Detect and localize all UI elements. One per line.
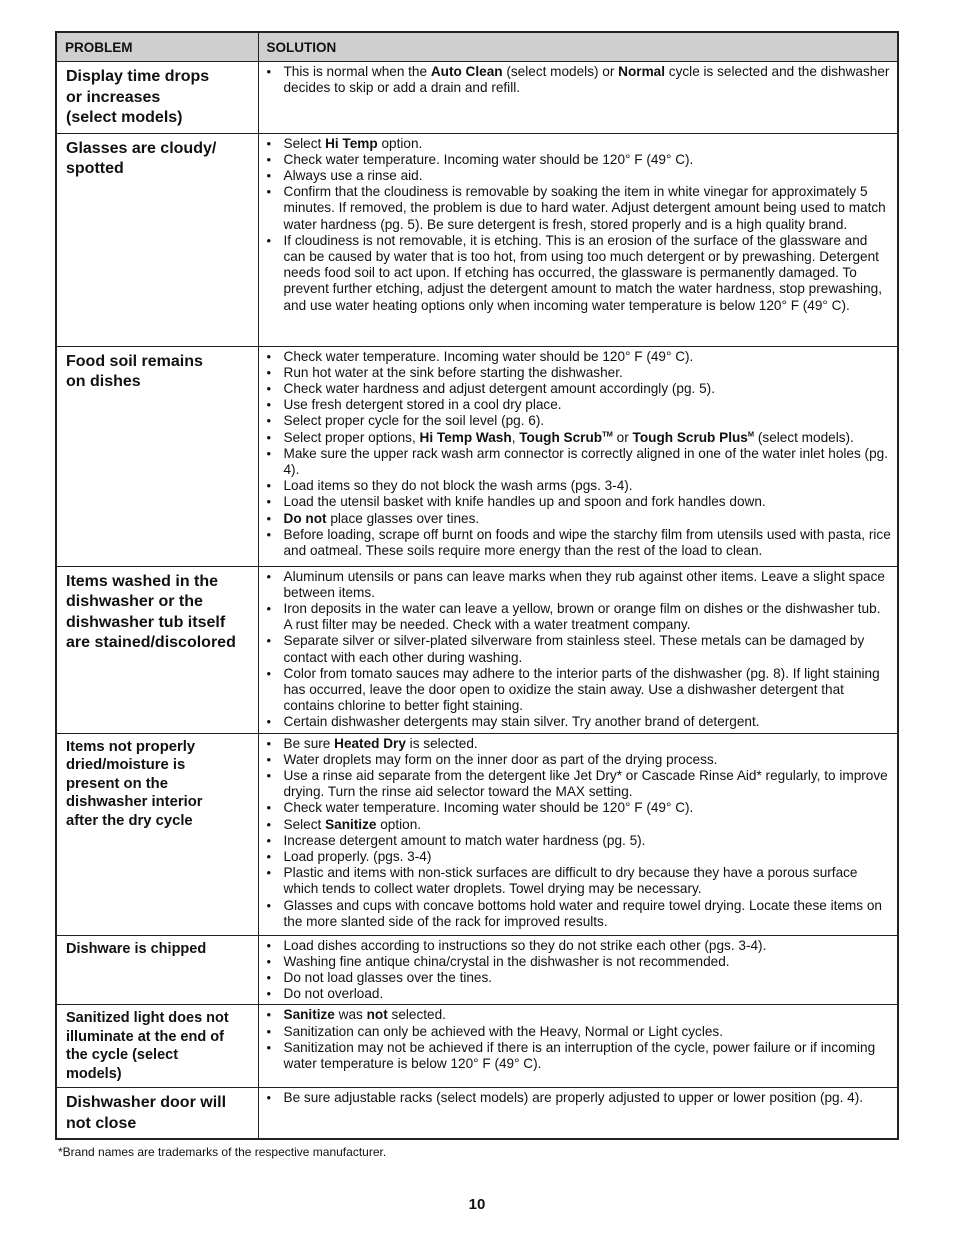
problem-line: illuminate at the end of	[66, 1028, 224, 1045]
solution-item	[265, 865, 892, 897]
problem-line: spotted	[66, 160, 124, 177]
emphasis-text: Tough Scrub	[519, 429, 603, 445]
problem-line: the cycle (select	[66, 1047, 179, 1064]
problem-line: present on the	[66, 775, 168, 792]
solution-text: Select proper cycle for the soil level (pg. 6).	[283, 413, 545, 429]
solution-item	[265, 527, 892, 559]
problem-cell	[56, 935, 258, 1005]
solution-text: Washing fine antique china/crystal in the dishwasher is not recommended.	[283, 953, 730, 969]
solution-text: Check water temperature. Incoming water should be 120° F (49° C).	[283, 800, 694, 816]
solution-item	[265, 954, 892, 970]
solution-list	[265, 64, 892, 96]
solution-text: Be sure	[283, 735, 335, 751]
problem-cell	[56, 346, 258, 566]
solution-text: Be sure adjustable racks (select models) are properly adjusted to upper or lower position (pg. 4).	[283, 1090, 864, 1106]
troubleshooting-document	[55, 31, 897, 1159]
solution-item	[265, 986, 892, 1002]
problem-line: dishwasher tub itself	[66, 613, 226, 631]
solution-text: or	[612, 429, 633, 445]
solution-item	[265, 898, 892, 930]
emphasis-text: Do not	[283, 510, 327, 526]
solution-item	[265, 136, 892, 152]
problem-line: Items washed in the	[66, 572, 219, 590]
solution-item	[265, 817, 892, 833]
emphasis-text: Sanitize	[325, 816, 377, 832]
problem-line: Dishware is chipped	[66, 940, 207, 957]
emphasis-text: Hi Temp Wash	[419, 429, 512, 445]
problem-line: models)	[66, 1065, 122, 1082]
problem-line: Dishwasher door will	[66, 1094, 227, 1112]
solution-text: place glasses over tines.	[326, 510, 480, 526]
solution-text: Always use a rinse aid.	[283, 167, 423, 183]
problem-line: Display time drops	[66, 68, 210, 85]
solution-text: Certain dishwasher detergents may stain silver. Try another brand of detergent.	[283, 714, 760, 730]
problem-line: dried/moisture is	[66, 757, 186, 774]
solution-cell	[258, 1005, 898, 1088]
solution-item	[265, 752, 892, 768]
solution-text: was	[334, 1007, 367, 1023]
problem-line: dishwasher or the	[66, 593, 203, 610]
solution-item	[265, 1007, 892, 1023]
solution-item	[265, 349, 892, 365]
solution-list	[265, 349, 892, 560]
solution-item	[265, 849, 892, 865]
problem-line: Sanitized light does not	[66, 1010, 229, 1027]
solution-text: option.	[377, 135, 423, 151]
solution-cell	[258, 346, 898, 566]
solution-text: (select models) or	[502, 64, 619, 79]
solution-text: This is normal when the	[283, 64, 431, 79]
solution-text: Separate silver or silver-plated silverware from stainless steel. These metals can be damaged by contact with each other during washing.	[283, 633, 865, 665]
solution-item	[265, 152, 892, 168]
solution-list	[265, 736, 892, 930]
solution-item	[265, 430, 892, 446]
problem-cell	[56, 566, 258, 733]
table-row	[56, 62, 898, 134]
solution-text: Increase detergent amount to match water hardness (pg. 5).	[283, 832, 646, 848]
problem-cell	[56, 133, 258, 346]
solution-item	[265, 233, 892, 314]
solution-text: Check water temperature. Incoming water should be 120° F (49° C).	[283, 348, 694, 364]
solution-text: Run hot water at the sink before starting the dishwasher.	[283, 364, 623, 380]
solution-item	[265, 768, 892, 800]
solution-item	[265, 397, 892, 413]
emphasis-text: Tough Scrub Plus	[632, 429, 748, 445]
trademark-mark: M	[747, 428, 755, 438]
solution-text: option.	[376, 816, 422, 832]
table-row	[56, 346, 898, 566]
solution-list	[265, 1007, 892, 1072]
table-row	[56, 935, 898, 1005]
solution-text: Do not load glasses over the tines.	[283, 969, 493, 985]
solution-cell	[258, 935, 898, 1005]
problem-column-header: PROBLEM	[56, 32, 258, 62]
solution-item	[265, 365, 892, 381]
solution-text: Select	[283, 816, 326, 832]
problem-line: not close	[66, 1114, 137, 1132]
solution-item	[265, 633, 892, 665]
troubleshooting-table	[55, 31, 899, 1140]
problem-cell	[56, 62, 258, 134]
solution-text: (select models).	[754, 429, 854, 445]
solution-text: Load properly. (pgs. 3-4)	[283, 848, 432, 864]
solution-text: Check water temperature. Incoming water should be 120° F (49° C).	[283, 151, 694, 167]
solution-text: ,	[511, 429, 520, 445]
solution-item	[265, 413, 892, 429]
solution-text: Before loading, scrape off burnt on foods and wipe the starchy film from utensils used with pasta, rice and oatmeal. These soils require more energy than the rest of the load to clean.	[283, 526, 891, 558]
solution-text: Use a rinse aid separate from the detergent like Jet Dry* or Cascade Rinse Aid* regularly, to improve drying. Turn the rinse aid selector toward the MAX setting.	[283, 767, 888, 800]
solution-column-header: SOLUTION	[258, 32, 898, 62]
solution-list	[265, 938, 892, 1003]
solution-item	[265, 800, 892, 816]
solution-text: cycle is selected and the dishwasher decides to skip or add a drain and refill.	[283, 64, 890, 96]
solution-item	[265, 569, 892, 601]
solution-item	[265, 64, 892, 96]
solution-item	[265, 938, 892, 954]
solution-item	[265, 168, 892, 184]
solution-text: Load the utensil basket with knife handles up and spoon and fork handles down.	[283, 494, 766, 510]
trademark-mark: TM	[602, 428, 613, 438]
solution-text: Plastic and items with non-stick surfaces are difficult to dry because they have a porous surface which tends to collect water droplets. Towel drying may be necessary.	[283, 865, 858, 897]
emphasis-text: Sanitize	[283, 1007, 335, 1023]
page-number: 10	[468, 1196, 486, 1213]
solution-item	[265, 666, 892, 715]
problem-line: Food soil remains	[66, 352, 203, 370]
solution-item	[265, 833, 892, 849]
solution-item	[265, 1040, 892, 1072]
solution-text: Load dishes according to instructions so they do not strike each other (pgs. 3-4).	[283, 937, 767, 953]
solution-text: Water droplets may form on the inner door as part of the drying process.	[283, 751, 718, 767]
solution-text: Color from tomato sauces may adhere to the interior parts of the dishwasher (pg. 8). If light staining has occurred, leave the door open to oxidize the stain away. Use a dishwasher detergent that contains chlorine to better fight staining.	[283, 665, 880, 714]
table-row	[56, 1088, 898, 1140]
solution-item	[265, 446, 892, 478]
solution-text: Aluminum utensils or pans can leave marks when they rub against other items. Leave a slight space between items.	[283, 568, 885, 600]
problem-line: on dishes	[66, 373, 141, 390]
solution-text: Select proper options,	[283, 429, 420, 445]
table-header-row	[56, 32, 898, 62]
solution-item	[265, 714, 892, 730]
emphasis-text: Heated Dry	[334, 735, 406, 751]
problem-line: Glasses are cloudy/	[66, 139, 217, 157]
table-row	[56, 1005, 898, 1088]
emphasis-text: Auto Clean	[430, 64, 503, 79]
solution-list	[265, 136, 892, 314]
table-row	[56, 133, 898, 346]
solution-text: selected.	[387, 1007, 446, 1023]
problem-line: Items not properly	[66, 738, 196, 755]
solution-cell	[258, 1088, 898, 1140]
solution-item	[265, 1024, 892, 1040]
solution-text: Glasses and cups with concave bottoms hold water and require towel drying. Locate these items on the more slanted side of the rack for improved results.	[283, 897, 882, 929]
solution-text: Do not overload.	[283, 986, 384, 1002]
problem-cell	[56, 1005, 258, 1088]
solution-item	[265, 478, 892, 494]
solution-text: is selected.	[405, 735, 478, 751]
emphasis-text: Normal	[618, 64, 666, 79]
solution-text: If cloudiness is not removable, it is etching. This is an erosion of the surface of the glassware and can be caused by water that is too hot, from using too much detergent or by prewashing. Detergent needs food soil to act upon. If etching has occurred, the glassware is permanently damaged. To prevent further etching, adjust the detergent amount to match the water hardness, stop prewashing, and use water heating options only when incoming water temperature is below 120° F (49° C).	[283, 232, 882, 313]
solution-item	[265, 494, 892, 510]
problem-line: or increases	[66, 88, 161, 106]
table-row	[56, 733, 898, 935]
solution-text: Select	[283, 135, 326, 151]
trademark-footnote: *Brand names are trademarks of the respective manufacturer.	[58, 1145, 387, 1160]
problem-line: (select models)	[66, 109, 183, 126]
solution-text: Confirm that the cloudiness is removable by soaking the item in white vinegar for approximately 5 minutes. If removed, the problem is due to hard water. Adjust detergent amount being used to match water hardness (pg. 5). Be sure detergent is fresh, stored properly and is a high quality brand.	[283, 184, 886, 232]
solution-item	[265, 1090, 892, 1106]
solution-item	[265, 970, 892, 986]
problem-line: after the dry cycle	[66, 812, 193, 829]
solution-list	[265, 569, 892, 731]
emphasis-text: not	[366, 1007, 388, 1023]
emphasis-text: Hi Temp	[325, 135, 378, 151]
table-row	[56, 566, 898, 733]
solution-item	[265, 381, 892, 397]
solution-cell	[258, 733, 898, 935]
problem-line: are stained/discolored	[66, 634, 236, 651]
solution-text: Make sure the upper rack wash arm connector is correctly aligned in one of the water inlet holes (pg. 4).	[283, 445, 888, 477]
problem-line: dishwasher interior	[66, 794, 203, 811]
solution-text: Check water hardness and adjust detergent amount accordingly (pg. 5).	[283, 380, 715, 396]
solution-item	[265, 511, 892, 527]
problem-cell	[56, 1088, 258, 1140]
solution-text: Load items so they do not block the wash arms (pgs. 3-4).	[283, 478, 633, 494]
solution-cell	[258, 62, 898, 134]
solution-text: Use fresh detergent stored in a cool dry place.	[283, 397, 562, 413]
solution-cell	[258, 566, 898, 733]
solution-cell	[258, 133, 898, 346]
solution-item	[265, 736, 892, 752]
solution-item	[265, 601, 892, 633]
solution-item	[265, 184, 892, 233]
solution-text: Sanitization may not be achieved if there is an interruption of the cycle, power failure or if incoming water temperature is below 120° F (49° C).	[283, 1039, 876, 1071]
solution-list	[265, 1090, 892, 1106]
solution-text: Sanitization can only be achieved with the Heavy, Normal or Light cycles.	[283, 1023, 723, 1039]
solution-text: Iron deposits in the water can leave a yellow, brown or orange film on dishes or the dishwasher tub. A rust filter may be needed. Check with a water treatment company.	[283, 600, 881, 633]
problem-cell	[56, 733, 258, 935]
